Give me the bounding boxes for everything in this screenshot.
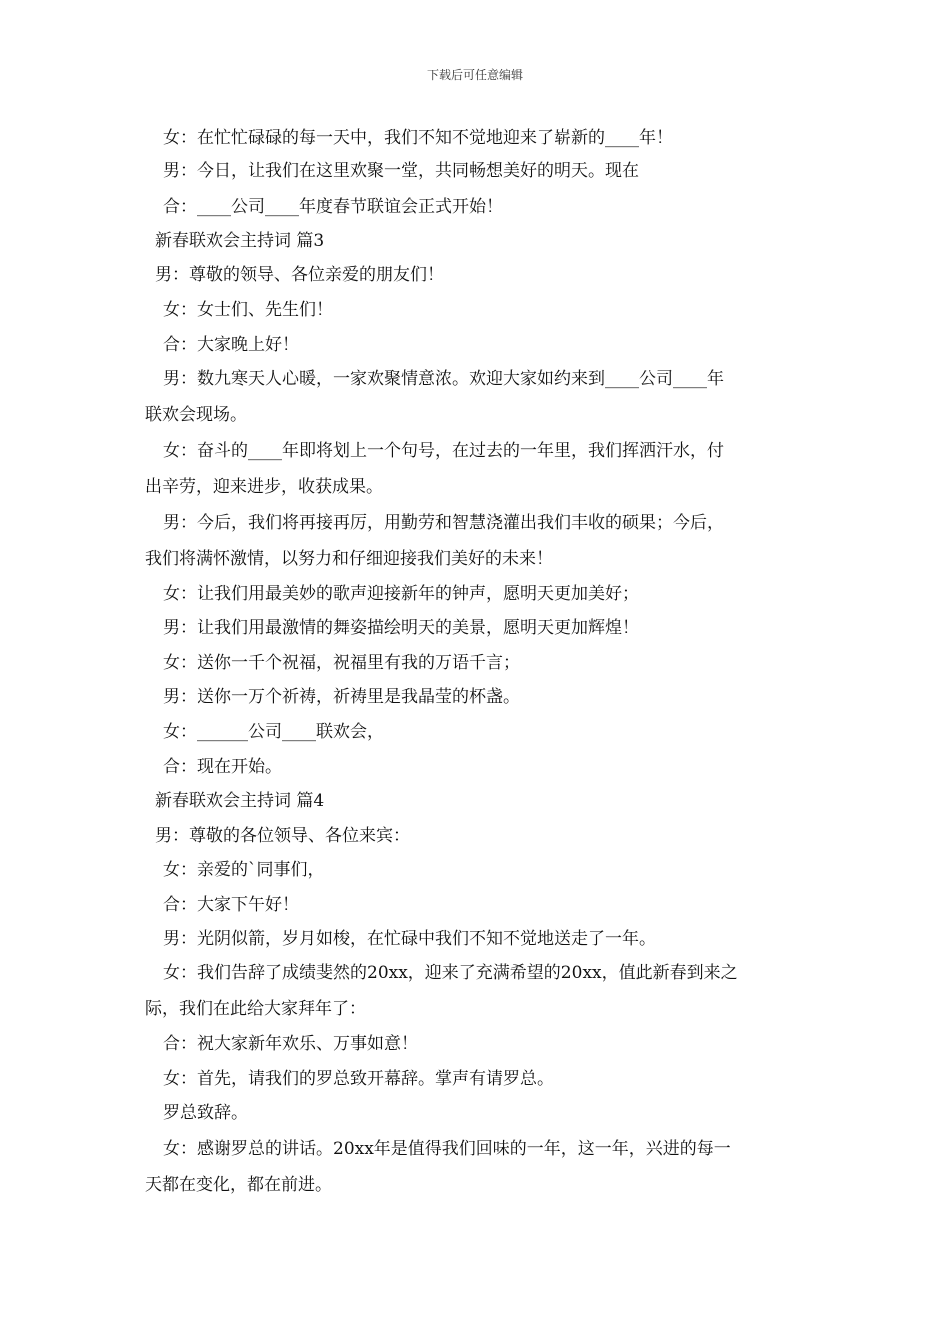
text-line: 合：____公司____年度春节联谊会正式开始！: [163, 197, 503, 217]
text-line: 我们将满怀激情，以努力和仔细迎接我们美好的未来！: [145, 549, 553, 569]
page-header: 下载后可任意编辑: [426, 68, 523, 82]
text-line: 女：______公司____联欢会，: [163, 722, 384, 742]
text-line: 男：今日，让我们在这里欢聚一堂，共同畅想美好的明天。现在: [163, 161, 639, 181]
text-line: 男：数九寒天人心暖，一家欢聚情意浓。欢迎大家如约来到____公司____年: [163, 369, 724, 389]
text-line: 女：送你一千个祝福，祝福里有我的万语千言；: [163, 653, 520, 673]
text-line: 女：女士们、先生们！: [163, 300, 333, 320]
text-line: 男：让我们用最激情的舞姿描绘明天的美景，愿明天更加辉煌！: [163, 618, 639, 638]
text-line: 女：在忙忙碌碌的每一天中，我们不知不觉地迎来了崭新的____年！: [163, 128, 673, 148]
text-line: 男：尊敬的领导、各位亲爱的朋友们！: [155, 265, 444, 285]
text-line: 天都在变化，都在前进。: [145, 1175, 332, 1195]
text-line: 女：亲爱的`同事们，: [163, 860, 325, 880]
text-line: 女：让我们用最美妙的歌声迎接新年的钟声，愿明天更加美好；: [163, 584, 639, 604]
text-line: 联欢会现场。: [145, 405, 247, 425]
section-heading: 新春联欢会主持词 篇3: [155, 231, 325, 251]
section-heading: 新春联欢会主持词 篇4: [155, 791, 325, 811]
text-line: 男：今后，我们将再接再厉，用勤劳和智慧浇灌出我们丰收的硕果；今后，: [163, 513, 724, 533]
text-line: 女：奋斗的____年即将划上一个句号，在过去的一年里，我们挥洒汗水，付: [163, 441, 724, 461]
text-line: 出辛劳，迎来进步，收获成果。: [145, 477, 383, 497]
text-line: 际，我们在此给大家拜年了：: [145, 999, 366, 1019]
text-line: 罗总致辞。: [163, 1103, 248, 1123]
text-line: 女：首先，请我们的罗总致开幕辞。掌声有请罗总。: [163, 1069, 554, 1089]
text-line: 女：感谢罗总的讲话。20xx年是值得我们回味的一年，这一年，兴进的每一: [163, 1139, 731, 1159]
text-line: 合：大家下午好！: [163, 895, 299, 915]
text-line: 男：光阴似箭，岁月如梭，在忙碌中我们不知不觉地送走了一年。: [163, 929, 656, 949]
text-line: 男：尊敬的各位领导、各位来宾：: [155, 826, 410, 846]
text-line: 合：祝大家新年欢乐、万事如意！: [163, 1034, 418, 1054]
text-line: 女：我们告辞了成绩斐然的20xx，迎来了充满希望的20xx，值此新春到来之: [163, 963, 738, 983]
text-line: 男：送你一万个祈祷，祈祷里是我晶莹的杯盏。: [163, 687, 520, 707]
text-line: 合：大家晚上好！: [163, 335, 299, 355]
text-line: 合：现在开始。: [163, 757, 282, 777]
